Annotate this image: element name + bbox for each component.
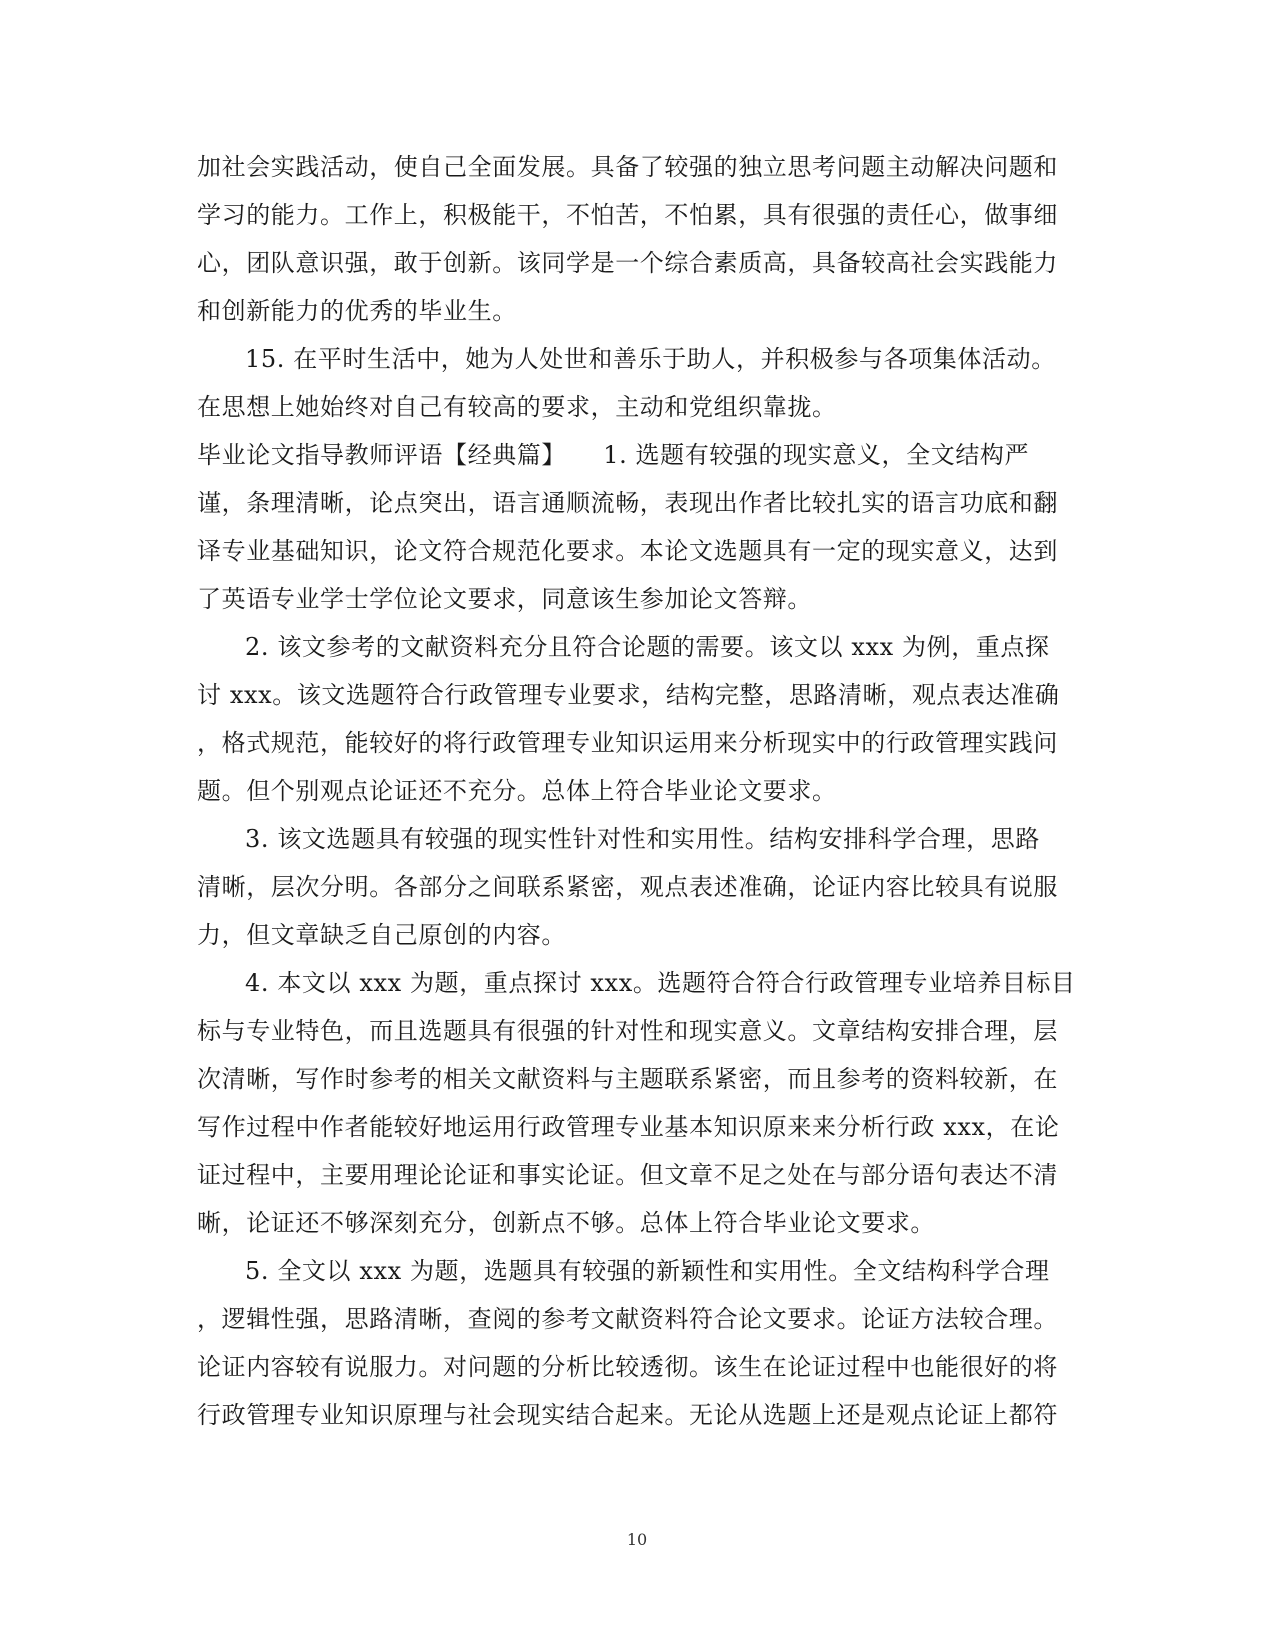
text-line: 和创新能力的优秀的毕业生。 [197, 297, 517, 325]
text-line: 论证内容较有说服力。对问题的分析比较透彻。该生在论证过程中也能很好的将 [197, 1353, 1058, 1381]
text-line: 心，团队意识强，敢于创新。该同学是一个综合素质高，具备较高社会实践能力 [197, 249, 1058, 277]
text-line: 行政管理专业知识原理与社会现实结合起来。无论从选题上还是观点论证上都符 [197, 1401, 1058, 1429]
text-line: 晰，论证还不够深刻充分，创新点不够。总体上符合毕业论文要求。 [197, 1209, 935, 1237]
text-line: 讨 xxx。该文选题符合行政管理专业要求，结构完整，思路清晰，观点表达准确 [197, 681, 1060, 709]
text-line: 4. 本文以 xxx 为题，重点探讨 xxx。选题符合符合行政管理专业培养目标目 [245, 969, 1076, 997]
text-line: 5. 全文以 xxx 为题，选题具有较强的新颖性和实用性。全文结构科学合理 [245, 1257, 1050, 1285]
text-line: 清晰，层次分明。各部分之间联系紧密，观点表述准确，论证内容比较具有说服 [197, 873, 1058, 901]
text-line: 学习的能力。工作上，积极能干，不怕苦，不怕累，具有很强的责任心，做事细 [197, 201, 1058, 229]
section-heading-line: 毕业论文指导教师评语【经典篇】 1. 选题有较强的现实意义，全文结构严 [197, 441, 1030, 469]
text-line: 题。但个别观点论证还不充分。总体上符合毕业论文要求。 [197, 777, 837, 805]
text-line: 次清晰，写作时参考的相关文献资料与主题联系紧密，而且参考的资料较新，在 [197, 1065, 1058, 1093]
text-line: 3. 该文选题具有较强的现实性针对性和实用性。结构安排科学合理，思路 [245, 825, 1040, 853]
text-line: 谨，条理清晰，论点突出，语言通顺流畅，表现出作者比较扎实的语言功底和翻 [197, 489, 1058, 517]
text-line: 标与专业特色，而且选题具有很强的针对性和现实意义。文章结构安排合理，层 [197, 1017, 1058, 1045]
text-line: ，格式规范，能较好的将行政管理专业知识运用来分析现实中的行政管理实践问 [197, 729, 1058, 757]
text-line: ，逻辑性强，思路清晰，查阅的参考文献资料符合论文要求。论证方法较合理。 [197, 1305, 1058, 1333]
page-number: 10 [626, 1530, 648, 1549]
text-line: 证过程中，主要用理论论证和事实论证。但文章不足之处在与部分语句表达不清 [197, 1161, 1058, 1189]
text-line: 力，但文章缺乏自己原创的内容。 [197, 921, 566, 949]
text-line: 译专业基础知识，论文符合规范化要求。本论文选题具有一定的现实意义，达到 [197, 537, 1058, 565]
text-line: 加社会实践活动，使自己全面发展。具备了较强的独立思考问题主动解决问题和 [197, 153, 1058, 181]
text-line: 了英语专业学士学位论文要求，同意该生参加论文答辩。 [197, 585, 812, 613]
text-line: 写作过程中作者能较好地运用行政管理专业基本知识原来来分析行政 xxx，在论 [197, 1113, 1060, 1141]
text-line: 2. 该文参考的文献资料充分且符合论题的需要。该文以 xxx 为例，重点探 [245, 633, 1050, 661]
body-text [197, 143, 1077, 1439]
text-line: 在思想上她始终对自己有较高的要求，主动和党组织靠拢。 [197, 393, 837, 421]
text-line: 15. 在平时生活中，她为人处世和善乐于助人，并积极参与各项集体活动。 [245, 345, 1056, 373]
